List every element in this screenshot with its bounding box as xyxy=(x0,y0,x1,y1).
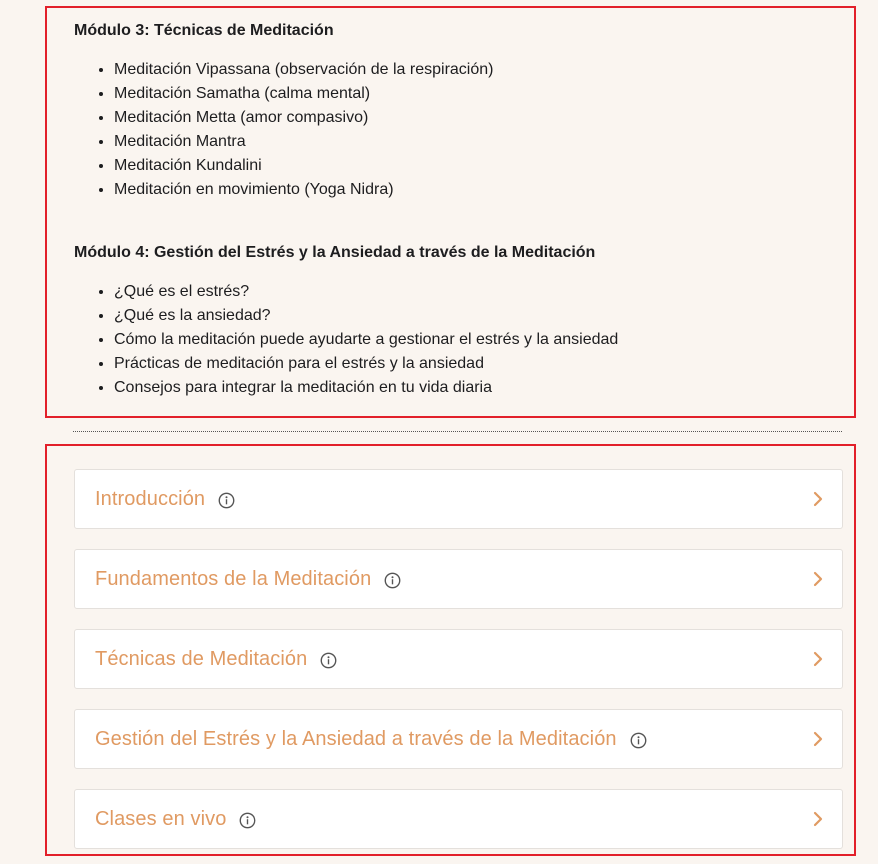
list-item: • Meditación Mantra xyxy=(114,130,854,154)
list-item: • Meditación en movimiento (Yoga Nidra) xyxy=(114,178,854,202)
chevron-right-icon xyxy=(812,491,824,507)
list-item: • Consejos para integrar la meditación en tu vida diaria xyxy=(114,376,854,400)
accordion-label: Introducción xyxy=(95,487,206,510)
chevron-right-icon xyxy=(812,731,824,747)
list-item: • Meditación Kundalini xyxy=(114,154,854,178)
accordion-item-introduccion[interactable] xyxy=(74,469,843,529)
list-item: • ¿Qué es la ansiedad? xyxy=(114,304,854,328)
accordion-item-tecnicas[interactable] xyxy=(74,629,843,689)
module-3-title: Módulo 3: Técnicas de Meditación xyxy=(74,22,334,39)
section-divider xyxy=(73,431,842,432)
module-3-list xyxy=(74,58,854,202)
accordion-label: Técnicas de Meditación xyxy=(95,647,308,670)
list-item: • Cómo la meditación puede ayudarte a gestionar el estrés y la ansiedad xyxy=(114,328,854,352)
course-modules-panel xyxy=(45,6,856,418)
accordion-item-gestion-estres[interactable] xyxy=(74,709,843,769)
info-icon[interactable] xyxy=(630,732,647,749)
chevron-right-icon xyxy=(812,571,824,587)
info-icon[interactable] xyxy=(239,812,256,829)
list-item: • Prácticas de meditación para el estrés y la ansiedad xyxy=(114,352,854,376)
info-icon[interactable] xyxy=(384,572,401,589)
info-icon[interactable] xyxy=(320,652,337,669)
accordion-panel xyxy=(45,444,856,856)
list-item: • Meditación Samatha (calma mental) xyxy=(114,82,854,106)
list-item: • ¿Qué es el estrés? xyxy=(114,280,854,304)
accordion-label: Gestión del Estrés y la Ansiedad a través de la Meditación xyxy=(95,727,617,750)
chevron-right-icon xyxy=(812,811,824,827)
accordion-item-clases-en-vivo[interactable] xyxy=(74,789,843,849)
accordion-label: Fundamentos de la Meditación xyxy=(95,567,372,590)
info-icon[interactable] xyxy=(218,492,235,509)
spacer xyxy=(74,202,854,243)
accordion-label: Clases en vivo xyxy=(95,807,227,830)
module-4-title: Módulo 4: Gestión del Estrés y la Ansiedad a través de la Meditación xyxy=(74,244,596,261)
chevron-right-icon xyxy=(812,651,824,667)
accordion-item-fundamentos[interactable] xyxy=(74,549,843,609)
list-item: • Meditación Metta (amor compasivo) xyxy=(114,106,854,130)
module-4-list xyxy=(74,280,854,400)
list-item: • Meditación Vipassana (observación de la respiración) xyxy=(114,58,854,82)
